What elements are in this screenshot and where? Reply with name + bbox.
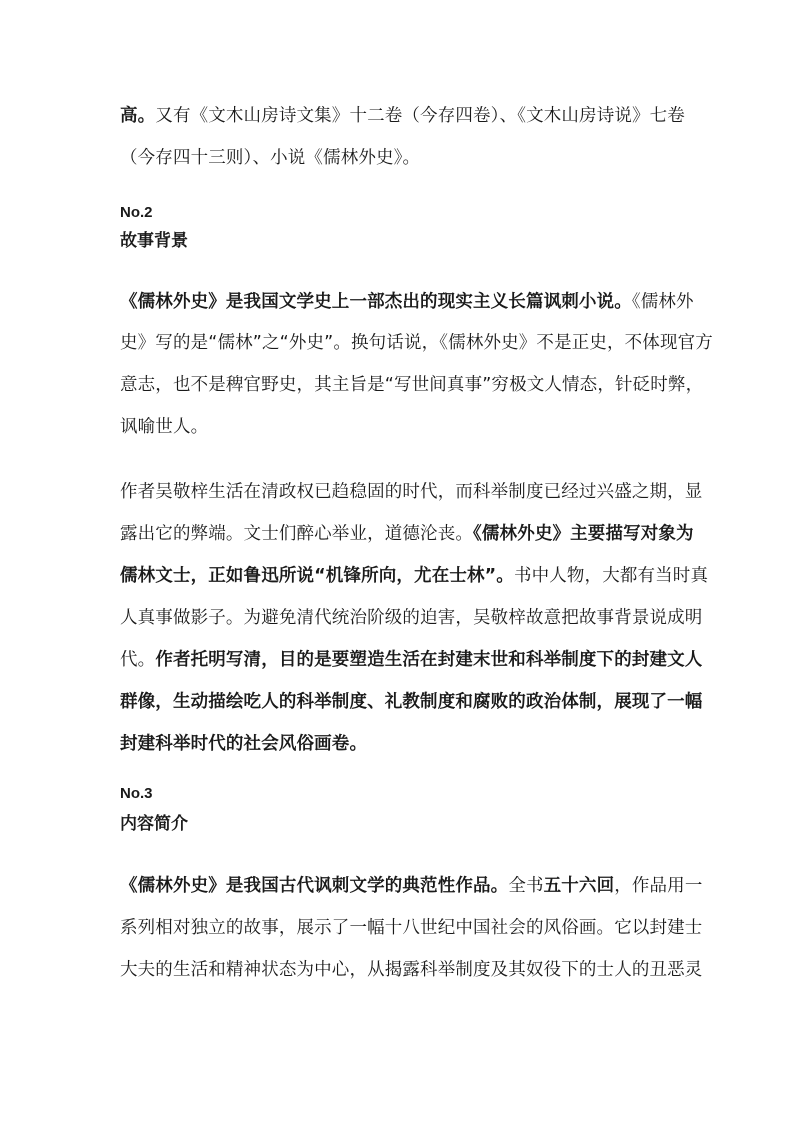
section-title: 故事背景 xyxy=(120,231,188,251)
paragraph-line: 系列相对独立的故事，展示了一幅十八世纪中国社会的风俗画。它以封建士 xyxy=(120,918,703,938)
paragraph-line: 大夫的生活和精神状态为中心，从揭露科举制度及其奴役下的士人的丑恶灵 xyxy=(120,960,703,980)
paragraph-line: 讽喻世人。 xyxy=(120,417,209,437)
paragraph-line xyxy=(120,290,694,314)
bold-text: 儒林文士，正如鲁迅所说“机锋所向，尤在士林”。 xyxy=(120,566,514,586)
paragraph-line: 作者吴敬梓生活在清政权已趋稳固的时代，而科举制度已经过兴盛之期，显 xyxy=(120,482,703,502)
bold-text: 五十六回 xyxy=(543,876,615,896)
body-text: ，作品用一 xyxy=(614,876,703,896)
paragraph-line: 群像，生动描绘吃人的科举制度、礼教制度和腐败的政治体制，展现了一幅 xyxy=(120,692,703,712)
paragraph-line: 意志，也不是稗官野史，其主旨是“写世间真事”穷极文人情态，针砭时弊， xyxy=(120,375,704,395)
section-number: No.3 xyxy=(120,785,153,802)
body-text: 全书 xyxy=(508,876,544,896)
body-text: 《儒林外 xyxy=(631,292,694,312)
paragraph-line xyxy=(120,564,708,588)
body-text: 书中人物，大都有当时真 xyxy=(513,566,709,586)
intro-line-2: （今存四十三则）、小说《儒林外史》。 xyxy=(120,148,421,168)
section-number: No.2 xyxy=(120,204,153,221)
intro-line-1-bold: 高。 xyxy=(120,106,156,126)
section-title: 内容简介 xyxy=(120,814,188,834)
paragraph-line: 人真事做影子。为避免清代统治阶级的迫害，吴敬梓故意把故事背景说成明 xyxy=(120,608,703,628)
paragraph-line: 史》写的是“儒林”之“外史”。换句话说，《儒林外史》不是正史，不体现官方 xyxy=(120,333,713,353)
paragraph-line xyxy=(120,874,702,898)
bold-text: 《儒林外史》是我国文学史上一部杰出的现实主义长篇讽刺小说。 xyxy=(120,292,632,312)
intro-line-1-text: 又有《文木山房诗文集》十二卷（今存四卷）、《文木山房诗说》七卷 xyxy=(155,106,685,126)
bold-text: 《儒林外史》主要描写对象为 xyxy=(473,524,694,544)
body-text: 代。 xyxy=(120,650,156,670)
bold-text: 《儒林外史》是我国古代讽刺文学的典范性作品。 xyxy=(120,876,509,896)
paragraph-line xyxy=(120,648,702,672)
paragraph-line: 封建科举时代的社会风俗画卷。 xyxy=(120,734,368,754)
paragraph-line xyxy=(120,522,694,546)
bold-text: 作者托明写清，目的是要塑造生活在封建末世和科举制度下的封建文人 xyxy=(155,650,703,670)
body-text: 露出它的弊端。文士们醉心举业，道德沦丧。 xyxy=(120,524,473,544)
intro-line-1 xyxy=(120,104,685,128)
